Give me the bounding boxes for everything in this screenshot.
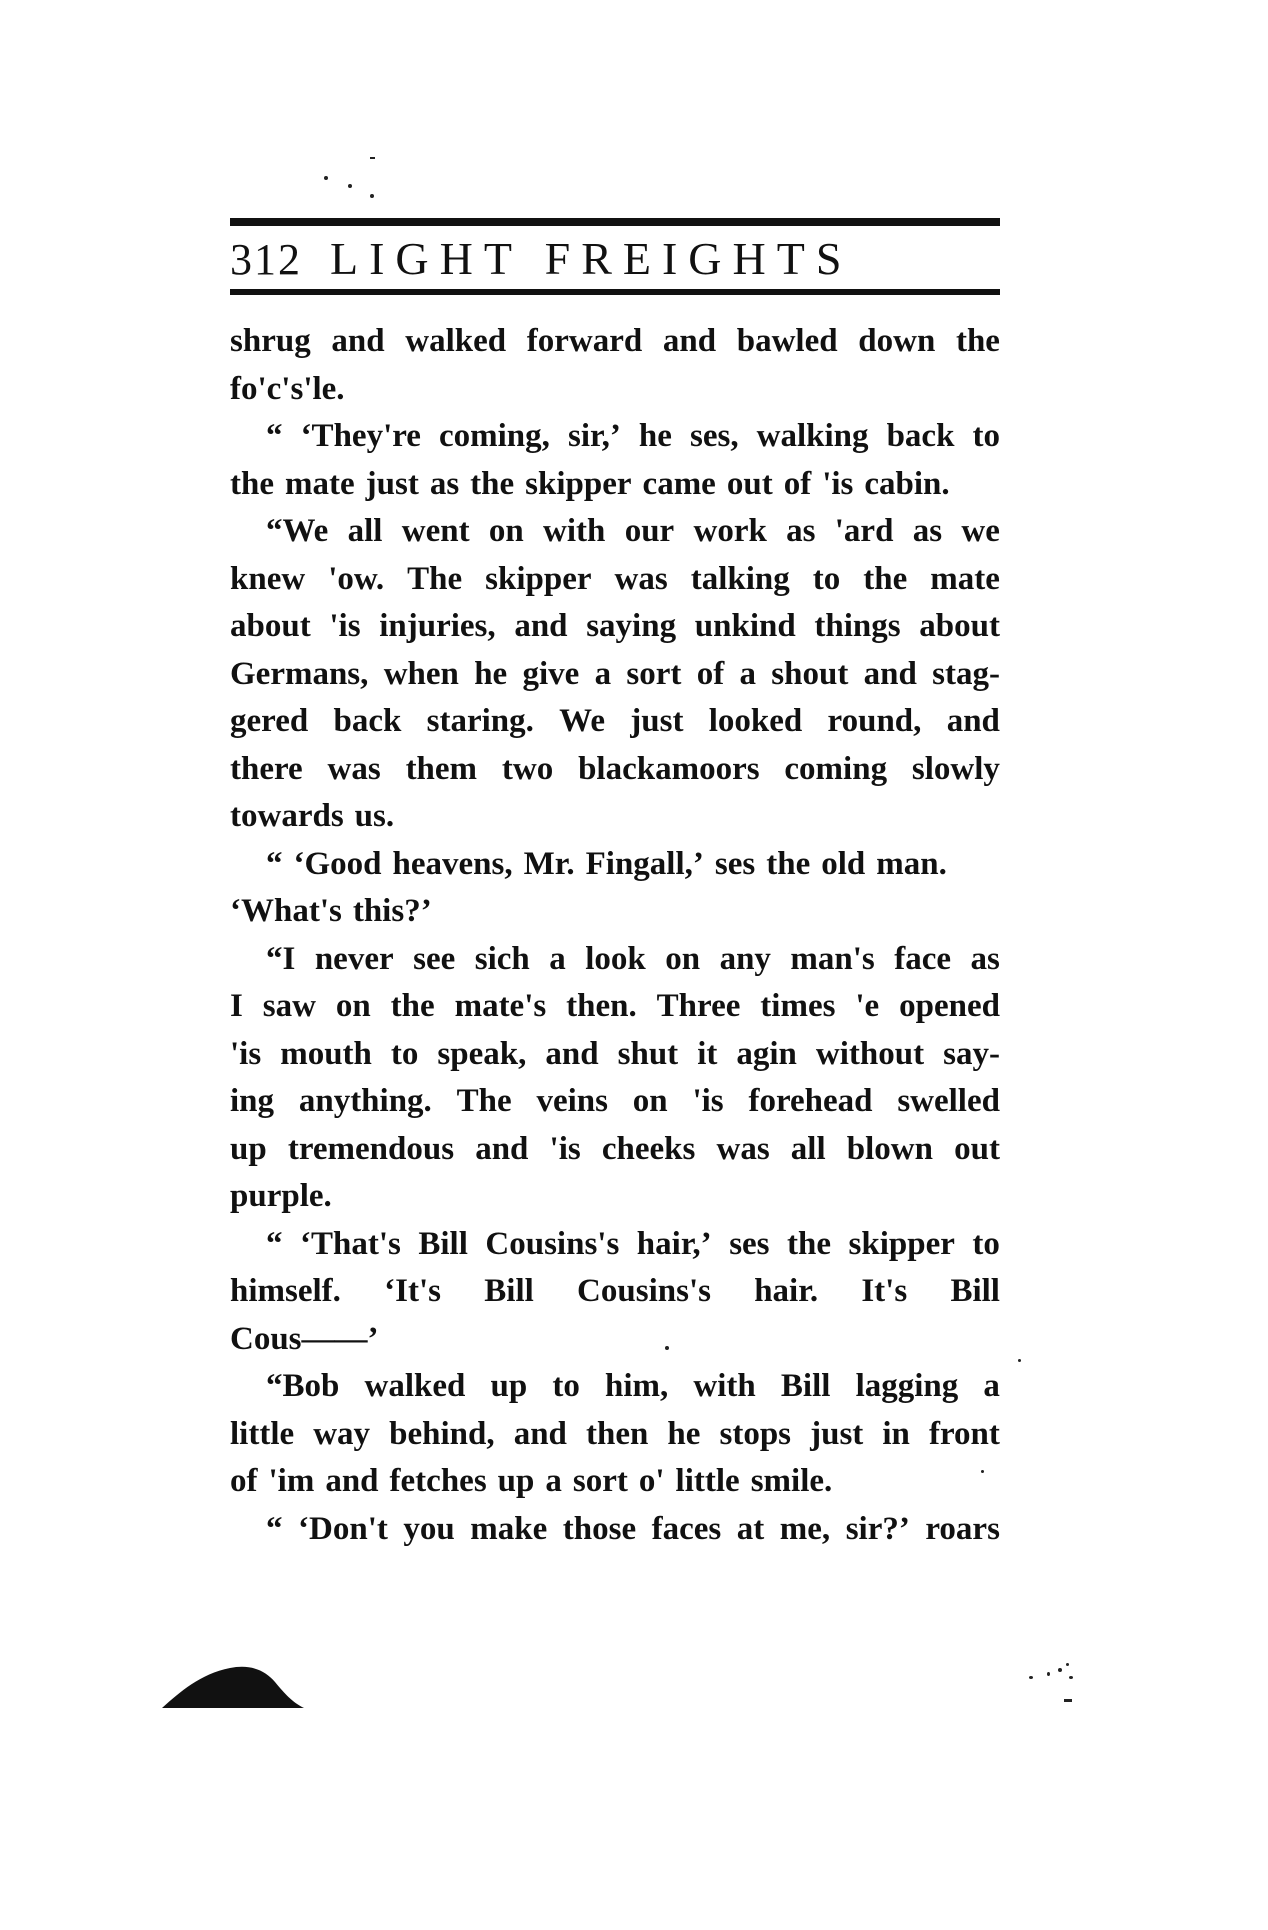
text-line: the mate just as the skipper came out of 'is cabin.	[230, 465, 950, 502]
speck-mark	[1029, 1676, 1033, 1679]
speck-mark	[1066, 1663, 1069, 1666]
text-line: fo'c's'le.	[230, 370, 345, 407]
header-rule-top	[230, 218, 1000, 226]
text-line: himself. ‘It's Bill Cousins's hair. It's Bill	[230, 1273, 1000, 1309]
text-line: gered back staring. We just looked round, and	[230, 703, 1000, 739]
text-line: about 'is injuries, and saying unkind things about	[230, 608, 1000, 644]
body-text	[230, 318, 1000, 1553]
text-line: up tremendous and 'is cheeks was all blown out	[230, 1130, 1000, 1167]
speck-mark	[665, 1346, 669, 1350]
header-rule-bottom	[230, 289, 1000, 295]
text-line: shrug and walked forward and bawled down the	[230, 323, 1000, 359]
text-line: “We all went on with our work as 'ard as we	[266, 513, 1000, 549]
speck-mark	[1047, 1672, 1050, 1676]
text-line: “Bob walked up to him, with Bill lagging a	[266, 1368, 1000, 1404]
text-line: little way behind, and then he stops just in front	[230, 1415, 1000, 1452]
ink-blot	[160, 1662, 304, 1710]
text-line: of 'im and fetches up a sort o' little smile.	[230, 1463, 833, 1499]
page-number: 312	[230, 235, 302, 284]
text-line: purple.	[230, 1178, 332, 1214]
text-line: “ ‘That's Bill Cousins's hair,’ ses the skipper to	[266, 1225, 1000, 1262]
text-line: towards us.	[230, 798, 395, 834]
text-line: Cous——’	[230, 1320, 379, 1357]
text-line: ing anything. The veins on 'is forehead swelled	[230, 1083, 1000, 1119]
speck-mark	[348, 184, 352, 188]
running-title: LIGHT FREIGHTS	[330, 233, 853, 284]
text-line: “I never see sich a look on any man's face as	[266, 940, 1000, 977]
speck-mark	[1064, 1699, 1072, 1702]
text-line: Germans, when he give a sort of a shout and stag-	[230, 655, 1000, 692]
text-line: “ ‘Don't you make those faces at me, sir?’ roars	[266, 1510, 1000, 1547]
text-line: “ ‘Good heavens, Mr. Fingall,’ ses the old man.	[266, 845, 947, 882]
speck-mark	[370, 157, 375, 159]
speck-mark	[1069, 1676, 1073, 1679]
speck-mark	[324, 176, 328, 180]
running-header	[230, 232, 1000, 288]
text-line: knew 'ow. The skipper was talking to the mate	[230, 560, 1000, 597]
text-line: I saw on the mate's then. Three times 'e opened	[230, 988, 1000, 1024]
text-line: ‘What's this?’	[230, 893, 432, 929]
text-line: 'is mouth to speak, and shut it agin without say-	[230, 1035, 1000, 1072]
speck-mark	[370, 194, 374, 198]
text-line: there was them two blackamoors coming slowly	[230, 750, 1000, 787]
text-line: “ ‘They're coming, sir,’ he ses, walking back to	[266, 418, 1000, 454]
speck-mark	[981, 1470, 984, 1473]
speck-mark	[1058, 1668, 1062, 1672]
speck-mark	[1018, 1359, 1021, 1362]
